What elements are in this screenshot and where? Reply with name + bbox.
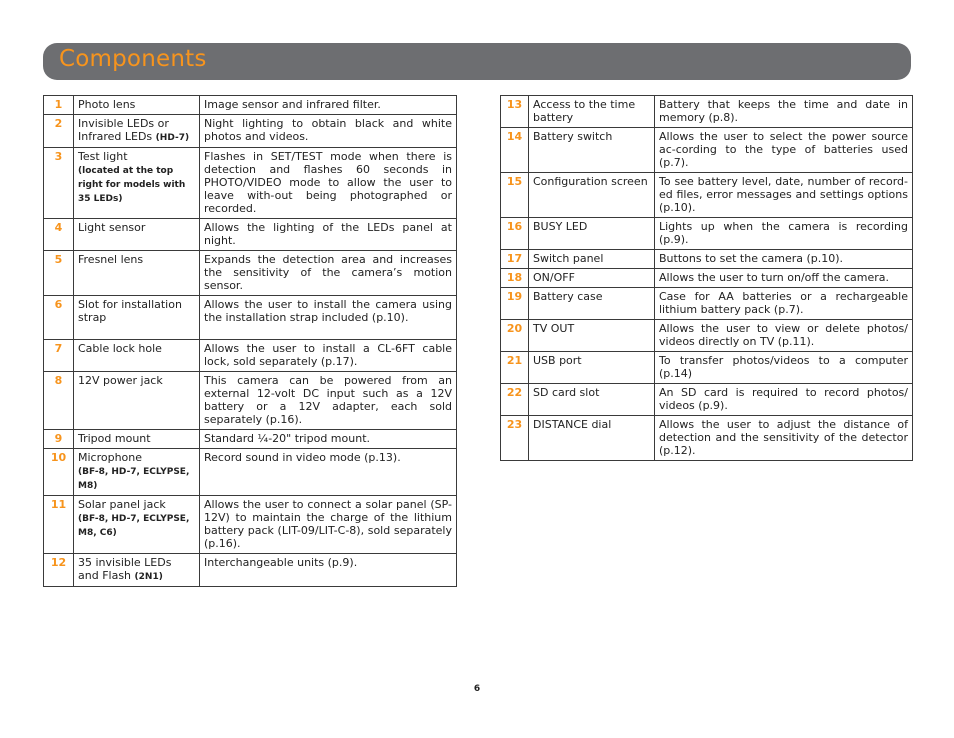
component-description: Allows the user to select the power source ac-cording to the type of batteries used (p.7). (655, 128, 913, 173)
component-name-cell (74, 296, 200, 340)
component-name-cell (74, 96, 200, 115)
component-name-cell (529, 218, 655, 250)
table-row (44, 115, 457, 148)
component-description: Image sensor and infrared filter. (200, 96, 457, 115)
component-description: Allows the user to adjust the distance of detection and the sensitivity of the detector (p.12). (655, 416, 913, 461)
component-name: ON/OFF (533, 271, 575, 284)
table-row (44, 372, 457, 430)
component-name: Switch panel (533, 252, 604, 265)
component-name-cell (74, 219, 200, 251)
component-description: Battery that keeps the time and date in memory (p.8). (655, 96, 913, 128)
table-row (44, 148, 457, 219)
table-row (44, 449, 457, 496)
table-row (501, 416, 913, 461)
table-row (501, 218, 913, 250)
component-name: BUSY LED (533, 220, 588, 233)
component-name-cell (529, 250, 655, 269)
component-number: 3 (44, 148, 74, 219)
table-row (501, 384, 913, 416)
component-name-cell (529, 384, 655, 416)
component-number: 11 (44, 496, 74, 554)
component-name-cell (74, 372, 200, 430)
page-number: 6 (473, 684, 481, 694)
component-description: Flashes in SET/TEST mode when there is detection and flashes 60 seconds in PHOTO/VIDEO mode to allow the user to leave with-out being photographed or recorded. (200, 148, 457, 219)
table-row (501, 250, 913, 269)
component-description: Allows the user to turn on/off the camera. (655, 269, 913, 288)
component-name-cell (74, 115, 200, 148)
component-number: 21 (501, 352, 529, 384)
component-description: Record sound in video mode (p.13). (200, 449, 457, 496)
component-name: USB port (533, 354, 582, 367)
component-name-cell (74, 449, 200, 496)
component-name: Cable lock hole (78, 342, 162, 355)
table-row (44, 96, 457, 115)
component-description: To see battery level, date, number of record-ed files, error messages and settings options (p.10). (655, 173, 913, 218)
table-row (501, 128, 913, 173)
table-row (501, 320, 913, 352)
component-name-cell (74, 340, 200, 372)
component-number: 20 (501, 320, 529, 352)
component-name: Configuration screen (533, 175, 648, 188)
component-description: This camera can be powered from an external 12-volt DC input such as a 12V battery or a 12V adapter, each sold separately (p.16). (200, 372, 457, 430)
component-description: Night lighting to obtain black and white photos and videos. (200, 115, 457, 148)
component-name-cell (74, 554, 200, 587)
component-description: Buttons to set the camera (p.10). (655, 250, 913, 269)
component-name-cell (74, 496, 200, 554)
table-row (44, 219, 457, 251)
component-name-cell (74, 251, 200, 296)
component-number: 9 (44, 430, 74, 449)
model-note: (BF-8, HD-7, ECLYPSE, M8, C6) (78, 514, 190, 538)
component-number: 2 (44, 115, 74, 148)
component-description: Allows the user to connect a solar panel (SP-12V) to maintain the charge of the lithium battery pack (LIT-09/LIT-C-8), sold separately (p.16). (200, 496, 457, 554)
component-description: Allows the user to install the camera using the installation strap included (p.10). (200, 296, 457, 340)
component-description: Expands the detection area and increases the sensitivity of the camera’s motion sensor. (200, 251, 457, 296)
component-name-cell (529, 269, 655, 288)
component-description: Interchangeable units (p.9). (200, 554, 457, 587)
header-bar (43, 43, 911, 80)
component-name-cell (74, 148, 200, 219)
component-number: 18 (501, 269, 529, 288)
component-description: Standard ¼-20" tripod mount. (200, 430, 457, 449)
component-name: Invisible LEDs or Infrared LEDs (78, 117, 169, 143)
components-table-left (43, 95, 457, 587)
model-note: (HD-7) (155, 133, 190, 143)
component-number: 1 (44, 96, 74, 115)
table-row (44, 430, 457, 449)
component-name: DISTANCE dial (533, 418, 612, 431)
component-number: 17 (501, 250, 529, 269)
table-row (501, 269, 913, 288)
component-name: Solar panel jack (78, 498, 166, 511)
table-row (501, 96, 913, 128)
table-row (44, 340, 457, 372)
model-note: (located at the top right for models with 35 LEDs) (78, 166, 186, 204)
components-table-right (500, 95, 913, 461)
component-number: 4 (44, 219, 74, 251)
component-number: 6 (44, 296, 74, 340)
component-number: 7 (44, 340, 74, 372)
component-name-cell (529, 128, 655, 173)
component-name: 35 invisible LEDs and Flash (78, 556, 172, 582)
table-row (44, 554, 457, 587)
component-name: Tripod mount (78, 432, 151, 445)
table-row (501, 352, 913, 384)
model-note: (BF-8, HD-7, ECLYPSE, M8) (78, 467, 190, 491)
component-description: To transfer photos/videos to a computer (p.14) (655, 352, 913, 384)
model-note: (2N1) (134, 572, 163, 582)
component-name: Microphone (78, 451, 143, 464)
component-description: Allows the user to install a CL-6FT cable lock, sold separately (p.17). (200, 340, 457, 372)
component-name: Photo lens (78, 98, 136, 111)
component-name-cell (529, 96, 655, 128)
component-number: 13 (501, 96, 529, 128)
component-number: 5 (44, 251, 74, 296)
component-name: 12V power jack (78, 374, 163, 387)
component-name: Fresnel lens (78, 253, 144, 266)
component-description: An SD card is required to record photos/ videos (p.9). (655, 384, 913, 416)
component-name: Battery case (533, 290, 603, 303)
component-number: 10 (44, 449, 74, 496)
component-number: 8 (44, 372, 74, 430)
component-name: Access to the time battery (533, 98, 636, 124)
component-number: 22 (501, 384, 529, 416)
component-name: Slot for installation strap (78, 298, 182, 324)
component-description: Allows the user to view or delete photos/ videos directly on TV (p.11). (655, 320, 913, 352)
component-number: 15 (501, 173, 529, 218)
component-number: 12 (44, 554, 74, 587)
component-name: Battery switch (533, 130, 613, 143)
component-number: 16 (501, 218, 529, 250)
table-row (44, 296, 457, 340)
component-name: Light sensor (78, 221, 146, 234)
table-row (501, 288, 913, 320)
component-name-cell (529, 173, 655, 218)
component-description: Lights up when the camera is recording (p.9). (655, 218, 913, 250)
component-name-cell (74, 430, 200, 449)
page-title: Components (59, 46, 207, 72)
component-name: Test light (78, 150, 128, 163)
component-name-cell (529, 288, 655, 320)
component-name: SD card slot (533, 386, 600, 399)
component-name-cell (529, 416, 655, 461)
component-description: Allows the lighting of the LEDs panel at night. (200, 219, 457, 251)
component-description: Case for AA batteries or a rechargeable lithium battery pack (p.7). (655, 288, 913, 320)
component-name-cell (529, 352, 655, 384)
table-row (44, 496, 457, 554)
component-number: 19 (501, 288, 529, 320)
table-row (44, 251, 457, 296)
table-row (501, 173, 913, 218)
component-name-cell (529, 320, 655, 352)
component-number: 14 (501, 128, 529, 173)
component-number: 23 (501, 416, 529, 461)
component-name: TV OUT (533, 322, 575, 335)
